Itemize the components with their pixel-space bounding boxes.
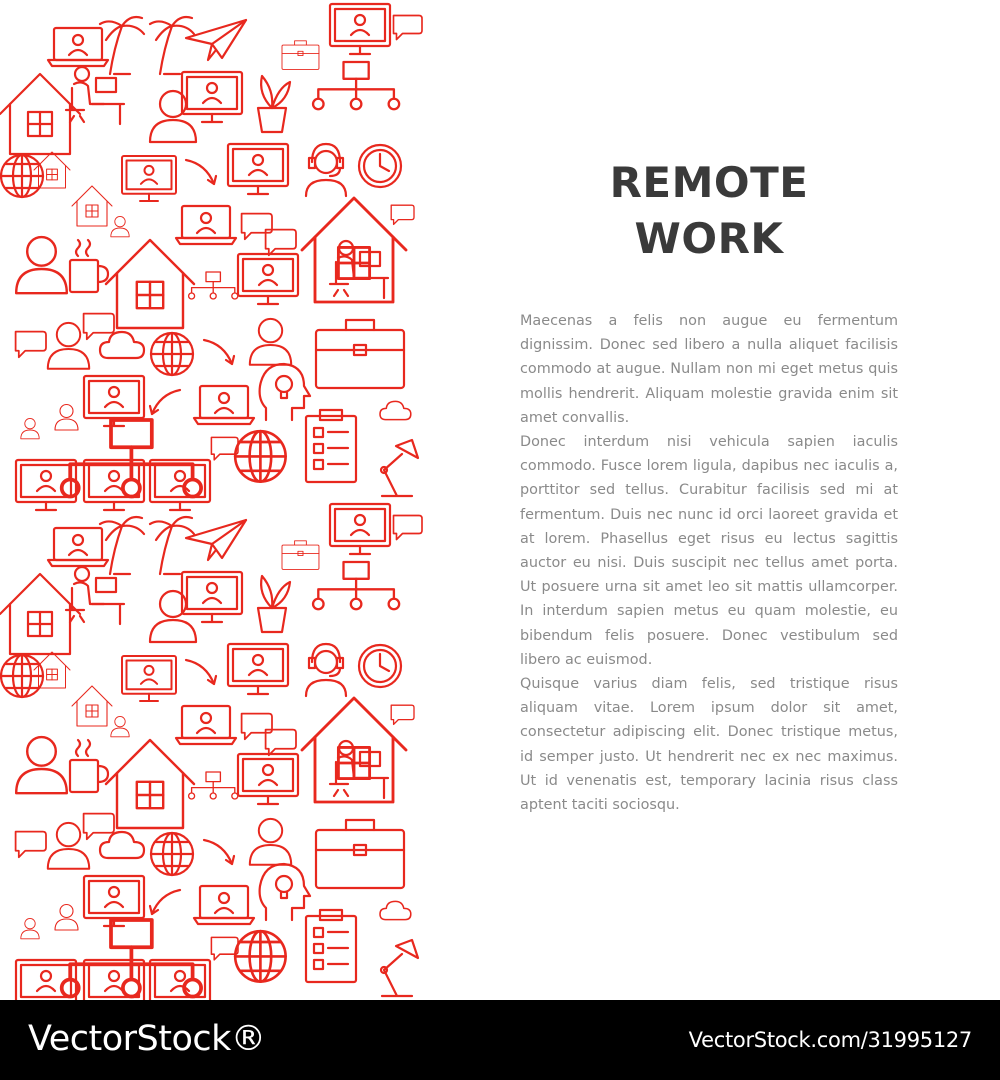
vectorstock-logo: VectorStock®: [28, 1019, 266, 1059]
title-line-1: REMOTE: [609, 158, 809, 207]
body-text-block: [520, 309, 898, 817]
footer-bar: [0, 1000, 1000, 1080]
icon-pattern-panel: [0, 0, 430, 1000]
title-line-2: WORK: [634, 214, 784, 263]
paragraph-3: Quisque varius diam felis, sed tristique risus aliquam vitae. Lorem ipsum dolor sit amet, consectetur adipiscing elit. Donec tristique metus, id semper justo. Ut hendrerit nec ex nec maximus. Ut id venenatis est, temporary lacinia risus class aptent taciti sociosqu.: [520, 676, 898, 814]
paragraph-2: Donec interdum nisi vehicula sapien iaculis commodo. Fusce lorem ligula, dapibus nec iaculis a, porttitor sed tellus. Curabitur facilisis sed mi at fermentum. Duis nec nunc id orci laoreet gravida et at lorem. Phasellus eget risus eu lectus sagittis auctor eu nisi. Duis suscipit nec tellus amet porta. Ut posuere urna sit amet leo sit mattis ullamcorper. In interdum sapien metus eu quam molestie, eu bibendum felis posuere. Donec vestibulum sed libero ac euismod.: [520, 434, 898, 668]
pattern-tile-bottom: [0, 504, 422, 1000]
page-title: [520, 155, 898, 267]
pattern-tile-top: [0, 4, 422, 510]
paragraph-1: Maecenas a felis non augue eu fermentum dignissim. Donec sed libero a nulla aliquet facilisis commodo at augue. Nullam non mi eget metus quis mollis hendrerit. Aliquam molestie gravida enim sit amet convallis.: [520, 313, 898, 426]
image-credit-link[interactable]: VectorStock.com/31995127: [688, 1028, 972, 1052]
